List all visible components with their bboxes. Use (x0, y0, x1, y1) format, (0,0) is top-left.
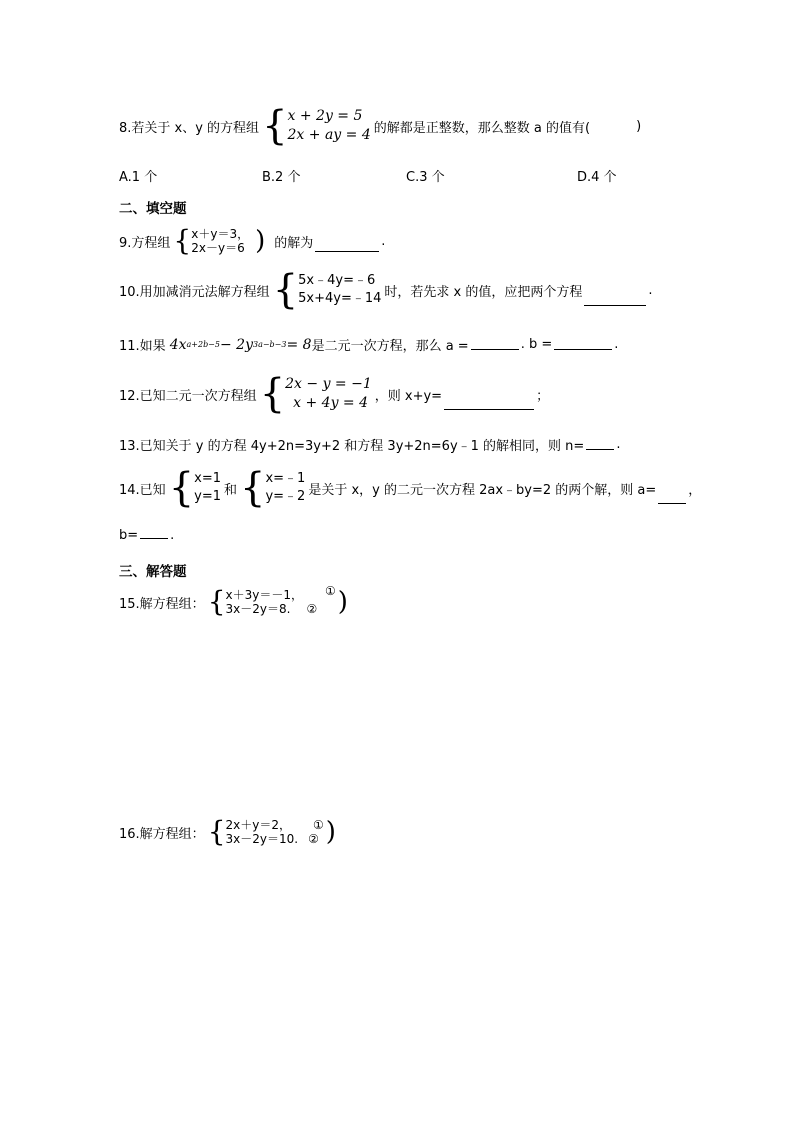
q15-prefix: 15.解方程组： (119, 596, 205, 612)
left-brace: { (272, 267, 299, 313)
q10-equation-system (272, 267, 382, 313)
q15-equation-system: { x＋3y＝－1， ① 3x－2y＝8. ② ) (207, 583, 348, 618)
q11-end: . (614, 337, 619, 352)
q9-eq2: 2x－y＝6 (191, 241, 245, 255)
q8-suffix: 的解都是正整数，那么整数 a 的值有( (373, 120, 591, 136)
q8-choice-d: D.4 个 (577, 170, 617, 185)
q14-solution-a (168, 465, 221, 511)
q14-a-eq1: x=1 (194, 471, 221, 487)
q12-equation-system (259, 371, 372, 417)
q12-end: ； (536, 388, 550, 404)
question-10 (119, 267, 653, 313)
question-8 (119, 103, 642, 149)
q8-close-paren: ) (636, 118, 642, 134)
q10-eq1: 5x﹣4y=﹣6 (298, 273, 376, 289)
q8-eq2: 2x + ay = 4 (287, 127, 371, 143)
left-brace: { (262, 103, 288, 149)
q14-comma: ， (688, 482, 702, 498)
q15-eq2: 3x－2y＝8. ② (225, 602, 318, 616)
q10-suffix: 时，若先求 x 的值，应把两个方程 (384, 284, 583, 300)
q12-suffix: ，则 x+y= (374, 388, 443, 404)
q11-middle: 是二元一次方程，那么 a = (311, 339, 469, 354)
q11-exp1: a+2b−5 (186, 340, 220, 349)
question-12 (119, 371, 550, 417)
q14-a-eq2: y=1 (194, 489, 221, 504)
question-13 (119, 435, 620, 454)
answer-blank[interactable] (584, 304, 646, 306)
q16-equation-system: { 2x＋y＝2， ① 3x－2y＝10. ② ) (207, 815, 336, 848)
circled-2: ② (306, 602, 318, 616)
answer-blank[interactable] (444, 408, 534, 410)
q8-equation-system (262, 103, 371, 149)
q15-eq1: x＋3y＝－1， ① (225, 583, 336, 602)
q13-end: . (616, 437, 621, 452)
answer-blank-b[interactable] (140, 537, 168, 539)
answer-blank-a[interactable] (658, 502, 686, 504)
q9-equation-system: { x＋y＝3， 2x－y＝6 ) (173, 224, 266, 257)
q16-eq1: 2x＋y＝2， ① (225, 817, 324, 832)
answer-blank[interactable] (586, 448, 614, 450)
q16-prefix: 16.解方程组： (119, 826, 205, 842)
q12-eq1: 2x − y = −1 (285, 376, 372, 393)
q10-end: . (648, 282, 653, 298)
q12-eq2: x + 4y = 4 (293, 395, 369, 411)
q12-prefix: 12.已知二元一次方程组 (119, 388, 257, 404)
section-heading-answer: 三、解答题 (119, 564, 187, 580)
q9-end: . (381, 233, 386, 249)
q9-suffix: 的解为 (274, 235, 314, 251)
q11-term1: 4x (169, 336, 187, 353)
q14-end: . (170, 528, 175, 543)
q13-text: 13.已知关于 y 的方程 4y+2n=3y+2 和方程 3y+2n=6y﹣1 的解相同，则 n= (119, 439, 585, 454)
q8-choice-b: B.2 个 (262, 170, 301, 185)
q14-suffix: 是关于 x，y 的二元一次方程 2ax﹣by=2 的两个解，则 a= (308, 482, 657, 498)
left-brace: { (168, 465, 195, 511)
q14-and: 和 (224, 482, 238, 498)
q14-solution-b (240, 465, 306, 511)
section-heading-fill-blank: 二、填空题 (119, 201, 187, 217)
question-14-cont (119, 528, 174, 543)
question-9 (119, 226, 385, 256)
q10-prefix: 10.用加减消元法解方程组 (119, 284, 270, 300)
question-16 (119, 817, 339, 847)
q8-choice-c: C.3 个 (406, 170, 445, 185)
q9-prefix: 9.方程组 (119, 235, 171, 251)
q11-prefix: 11.如果 (119, 339, 166, 354)
question-15 (119, 583, 351, 618)
circled-2: ② (308, 832, 319, 846)
question-11 (119, 335, 618, 354)
q8-choice-a: A.1 个 (119, 170, 158, 185)
q11-exp2: 3a−b−3 (252, 340, 287, 349)
left-brace: { (207, 815, 226, 848)
question-14 (119, 465, 702, 511)
q8-prefix: 8.若关于 x、y 的方程组 (119, 120, 260, 136)
left-brace: { (173, 224, 192, 257)
q9-eq1: x＋y＝3， (191, 226, 250, 241)
answer-blank[interactable] (315, 250, 379, 252)
q10-eq2: 5x+4y=﹣14 (298, 291, 382, 306)
q14-b-eq2: y=﹣2 (265, 489, 306, 504)
left-brace: { (259, 371, 286, 417)
left-brace: { (240, 465, 266, 511)
circled-1: ① (313, 817, 324, 832)
q11-rhs: = 8 (286, 336, 312, 353)
q11-minus-term: − 2y (219, 336, 253, 353)
q14-prefix: 14.已知 (119, 482, 166, 498)
q8-eq1: x + 2y = 5 (287, 108, 363, 125)
left-brace: { (207, 585, 226, 618)
answer-blank-b[interactable] (554, 348, 612, 350)
q11-sep: . b = (520, 337, 553, 352)
circled-1: ① (325, 583, 336, 598)
answer-blank-a[interactable] (471, 348, 519, 350)
q14-b-eq1: x=﹣1 (265, 471, 306, 487)
q16-eq2: 3x－2y＝10. ② (225, 832, 319, 846)
q14-b-label: b= (119, 528, 139, 543)
